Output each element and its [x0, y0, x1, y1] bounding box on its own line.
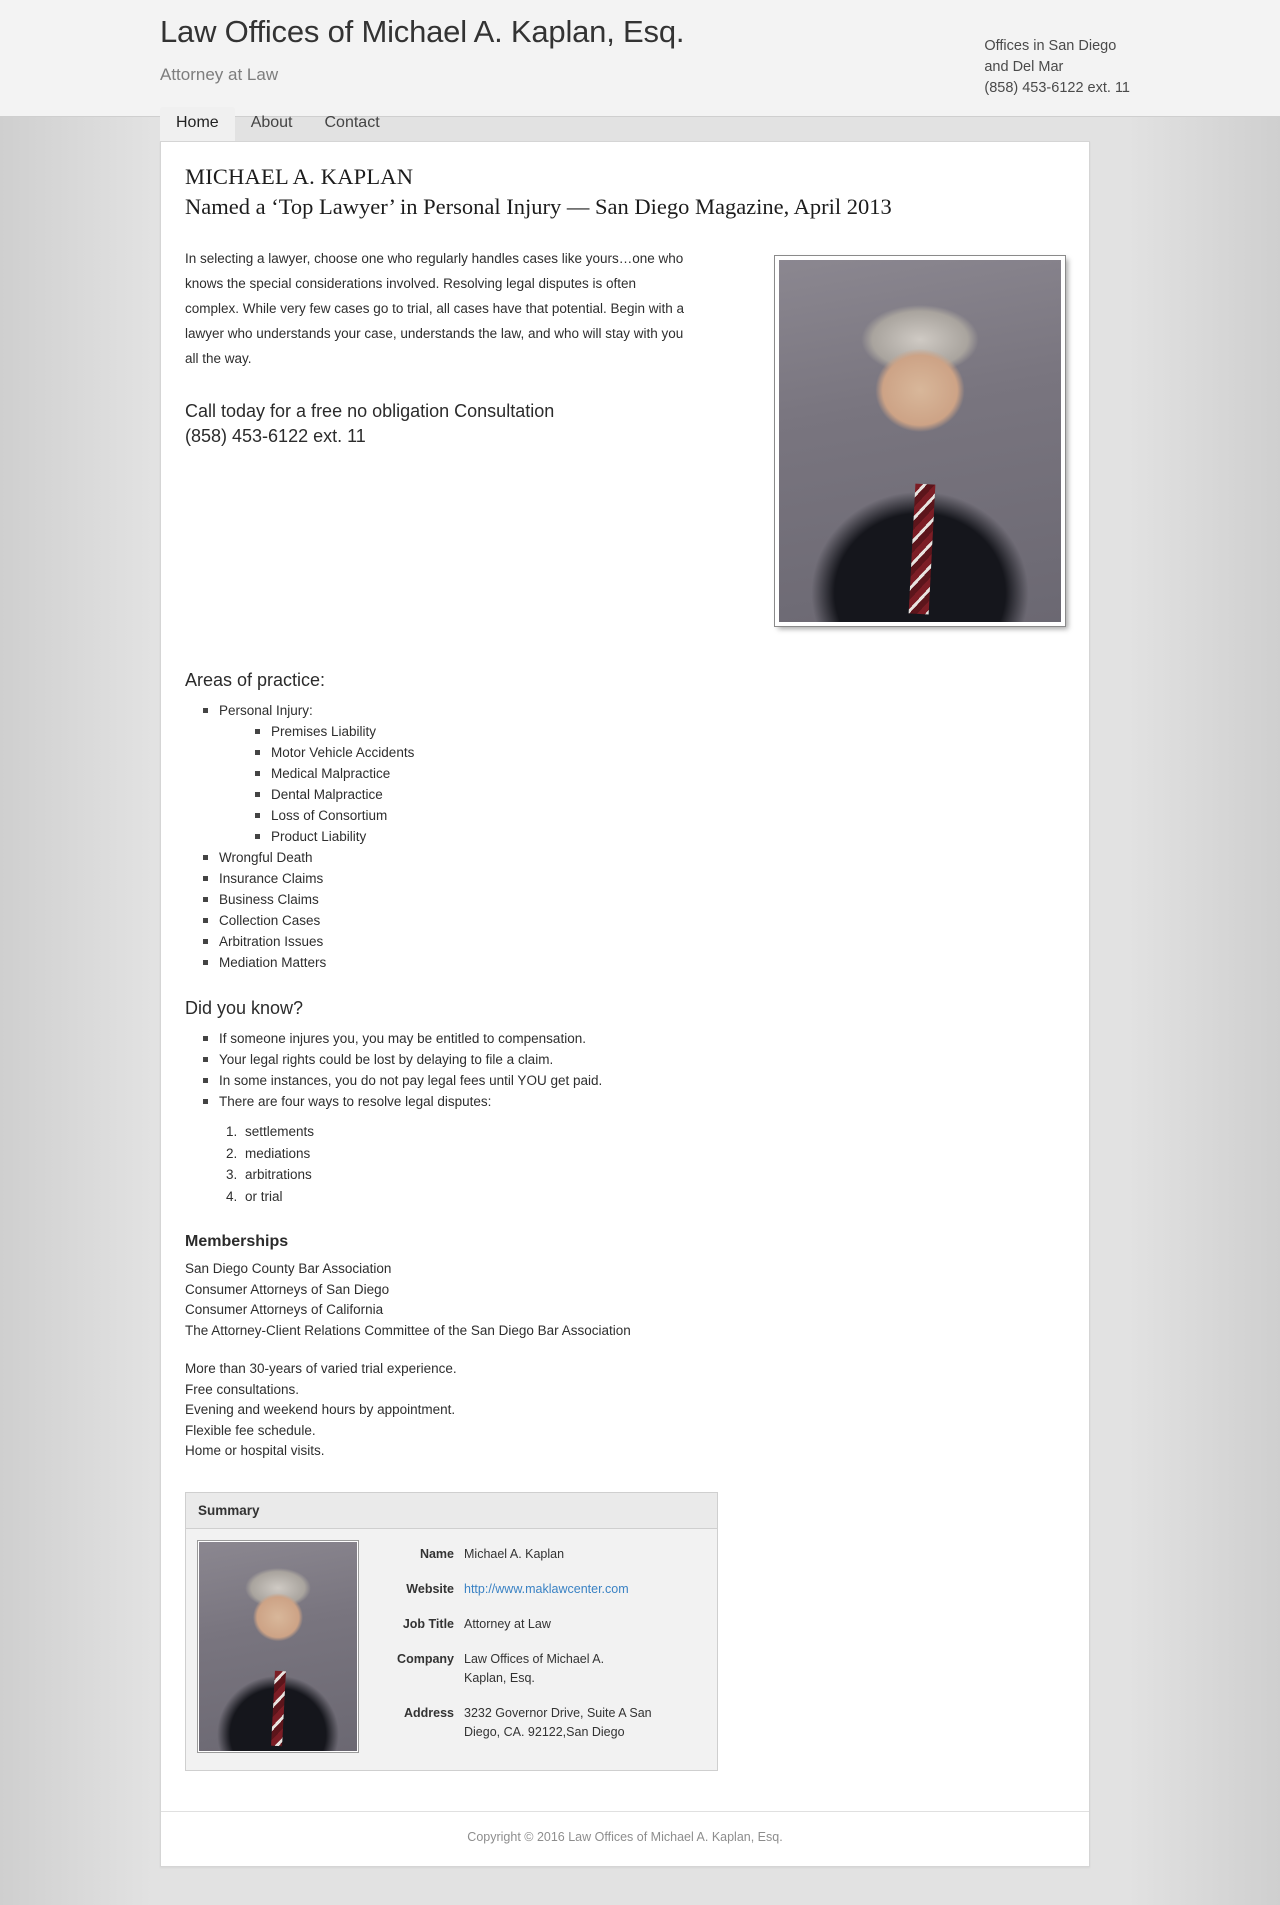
list-item: 2. mediations: [241, 1144, 1065, 1165]
list-item: Mediation Matters: [203, 953, 1065, 974]
main-navigation: [0, 107, 1280, 141]
did-you-know-heading: Did you know?: [185, 997, 304, 1018]
summary-heading: Summary: [186, 1493, 717, 1529]
area-label: Personal Injury:: [219, 703, 313, 718]
attorney-portrait-large: [775, 256, 1065, 626]
summary-panel: [185, 1492, 718, 1771]
list-item: [203, 701, 1065, 848]
list-item: Medical Malpractice: [255, 764, 1065, 785]
field-label: Website: [406, 1581, 454, 1596]
summary-field-address: [372, 1704, 705, 1742]
nav-item-contact[interactable]: Contact: [324, 114, 380, 131]
bottom-spacer: [140, 1867, 1140, 1905]
closing-line: Flexible fee schedule.: [185, 1422, 316, 1438]
nav-item-home[interactable]: Home: [160, 107, 235, 141]
list-item: Collection Cases: [203, 911, 1065, 932]
closing-line: More than 30-years of varied trial experience.: [185, 1361, 457, 1376]
cta-line-1: Call today for a free no obligation Consultation: [185, 401, 555, 421]
areas-of-practice-heading: Areas of practice:: [185, 670, 326, 690]
list-item: There are four ways to resolve legal disputes:: [203, 1092, 1065, 1113]
membership-item: Consumer Attorneys of California: [185, 1302, 384, 1317]
page-subtitle: Named a ‘Top Lawyer’ in Personal Injury — San Diego Magazine, April 2013: [185, 194, 892, 219]
list-item: Wrongful Death: [203, 848, 1065, 869]
field-value: Attorney at Law: [464, 1616, 551, 1631]
closing-line: Home or hospital visits.: [185, 1443, 325, 1458]
summary-field-name: [372, 1545, 705, 1564]
membership-item: Consumer Attorneys of San Diego: [185, 1281, 390, 1297]
page-title: MICHAEL A. KAPLAN: [185, 164, 414, 189]
website-link[interactable]: http://www.maklawcenter.com: [464, 1581, 629, 1596]
summary-fields: [372, 1541, 705, 1758]
membership-item: The Attorney-Client Relations Committee of the San Diego Bar Association: [185, 1322, 631, 1338]
summary-field-job-title: [372, 1615, 705, 1634]
intro-row: [185, 246, 1065, 646]
list-item: Your legal rights could be lost by delaying to file a claim.: [203, 1050, 1065, 1071]
intro-paragraph: In selecting a lawyer, choose one who regularly handles cases like yours…one who knows the special considerations involved. Resolving legal disputes is often complex. While very few cases go to trial, all cases have that potential. Begin with a lawyer who understands your case, understands the law, and who will stay with you all the way.: [185, 251, 684, 366]
content-body: [161, 164, 1089, 1801]
list-item: 1. settlements: [241, 1122, 1065, 1143]
list-item: Product Liability: [255, 827, 1065, 848]
summary-field-company: [372, 1650, 705, 1688]
field-label: Company: [397, 1651, 454, 1666]
list-item: Loss of Consortium: [255, 806, 1065, 827]
cta-phone: (858) 453-6122 ext. 11: [185, 426, 366, 446]
list-item: 4. or trial: [241, 1187, 1065, 1208]
summary-field-website: [372, 1580, 705, 1599]
field-value: 3232 Governor Drive, Suite A San Diego, CA. 92122,San Diego: [464, 1705, 652, 1739]
site-footer: Copyright © 2016 Law Offices of Michael A. Kaplan, Esq.: [161, 1811, 1089, 1866]
list-item: In some instances, you do not pay legal fees until YOU get paid.: [203, 1071, 1065, 1092]
list-item: Dental Malpractice: [255, 785, 1065, 806]
did-you-know-list: [185, 1029, 1065, 1113]
field-label: Address: [403, 1705, 454, 1720]
list-item: If someone injures you, you may be entitled to compensation.: [203, 1029, 1065, 1050]
spacer: [185, 1341, 1065, 1359]
header-contact-phone: (858) 453-6122 ext. 11: [984, 80, 1130, 96]
closing-line: Evening and weekend hours by appointment.: [185, 1402, 456, 1417]
site-title: Law Offices of Michael A. Kaplan, Esq.: [160, 14, 685, 49]
field-label: Name: [419, 1546, 454, 1561]
summary-body: [186, 1529, 717, 1770]
resolve-ways-list: [185, 1122, 1065, 1207]
field-value: [464, 1580, 629, 1599]
list-item: Premises Liability: [255, 722, 1065, 743]
page-wrapper: [140, 117, 1140, 1905]
header-contact-block: [984, 36, 1130, 99]
header-contact-line-2: and Del Mar: [984, 59, 1064, 75]
list-item: Insurance Claims: [203, 869, 1065, 890]
portrait-image: [199, 1542, 357, 1751]
list-item: Arbitration Issues: [203, 932, 1065, 953]
portrait-image: [779, 260, 1061, 622]
field-value: Law Offices of Michael A. Kaplan, Esq.: [464, 1651, 605, 1685]
header-contact-line-1: Offices in San Diego: [984, 38, 1117, 54]
field-label: Job Title: [402, 1616, 454, 1631]
areas-of-practice-list: [185, 701, 1065, 974]
attorney-portrait-small: [198, 1541, 358, 1752]
field-value: Michael A. Kaplan: [464, 1546, 565, 1561]
nav-item-about[interactable]: About: [250, 114, 293, 131]
personal-injury-sublist: [219, 722, 1065, 848]
closing-line: Free consultations.: [185, 1381, 300, 1397]
list-item: 3. arbitrations: [241, 1165, 1065, 1186]
list-item: Business Claims: [203, 890, 1065, 911]
membership-item: San Diego County Bar Association: [185, 1261, 392, 1276]
site-tagline: Attorney at Law: [160, 65, 279, 84]
list-item: Motor Vehicle Accidents: [255, 743, 1065, 764]
site-header: [0, 0, 1280, 131]
content-card: [160, 141, 1090, 1867]
memberships-heading: Memberships: [185, 1233, 289, 1250]
